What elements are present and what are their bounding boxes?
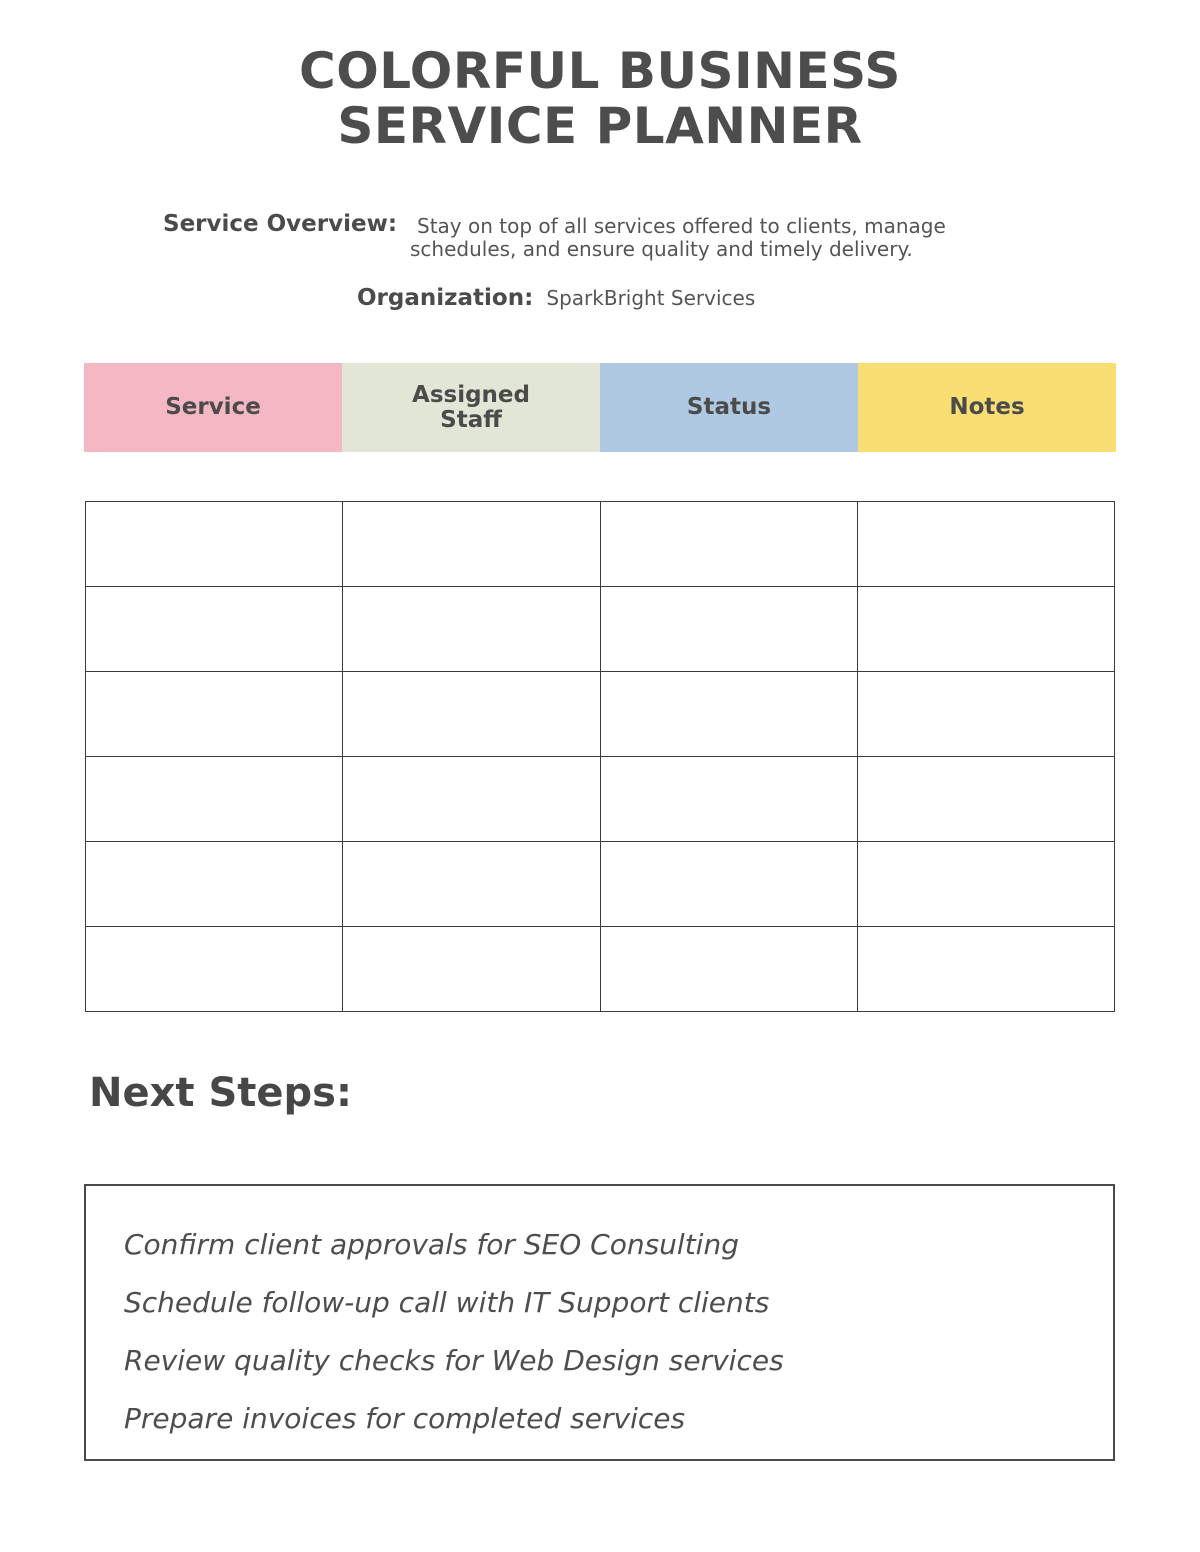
organization xyxy=(357,285,755,311)
table-cell[interactable] xyxy=(343,927,600,1012)
organization-label: Organization: xyxy=(357,285,534,311)
table-cell[interactable] xyxy=(857,842,1114,927)
header-assigned-staff-line-1: Assigned xyxy=(412,381,530,408)
title-line-2: SERVICE PLANNER xyxy=(337,97,863,155)
header-status-label: Status xyxy=(686,394,772,420)
header-notes-label: Notes xyxy=(949,394,1025,420)
table-cell[interactable] xyxy=(343,502,600,587)
table-cell[interactable] xyxy=(600,927,857,1012)
header-notes xyxy=(858,363,1116,452)
header-assigned-staff xyxy=(342,363,600,452)
table-cell[interactable] xyxy=(857,757,1114,842)
table-row xyxy=(86,927,1115,1012)
list-item: Confirm client approvals for SEO Consulting xyxy=(124,1228,739,1261)
page-title xyxy=(0,44,1200,154)
service-overview-text: Stay on top of all services offered to clients, manage schedules, and ensure quality and timely delivery. xyxy=(410,214,946,261)
list-item: Review quality checks for Web Design services xyxy=(124,1344,784,1377)
table-header-row xyxy=(84,363,1116,452)
next-steps-list xyxy=(124,1216,784,1448)
next-steps-title: Next Steps: xyxy=(89,1070,352,1116)
table-row xyxy=(86,842,1115,927)
table-cell[interactable] xyxy=(600,672,857,757)
table-cell[interactable] xyxy=(343,672,600,757)
table-cell[interactable] xyxy=(600,502,857,587)
table-cell[interactable] xyxy=(857,502,1114,587)
table-cell[interactable] xyxy=(857,927,1114,1012)
header-status xyxy=(600,363,858,452)
title-line-1: COLORFUL BUSINESS xyxy=(299,42,901,100)
table-cell[interactable] xyxy=(857,587,1114,672)
table-cell[interactable] xyxy=(600,842,857,927)
table-cell[interactable] xyxy=(343,757,600,842)
list-item: Prepare invoices for completed services xyxy=(124,1402,686,1435)
table-row xyxy=(86,757,1115,842)
header-service xyxy=(84,363,342,452)
table-cell[interactable] xyxy=(86,927,343,1012)
next-steps-box xyxy=(84,1184,1115,1461)
service-table xyxy=(85,501,1115,1012)
table-cell[interactable] xyxy=(86,587,343,672)
table-cell[interactable] xyxy=(600,757,857,842)
table-cell[interactable] xyxy=(857,672,1114,757)
table-cell[interactable] xyxy=(600,587,857,672)
table-cell[interactable] xyxy=(86,672,343,757)
table-row xyxy=(86,672,1115,757)
table-row xyxy=(86,502,1115,587)
table-cell[interactable] xyxy=(86,502,343,587)
list-item: Schedule follow-up call with IT Support clients xyxy=(124,1286,770,1319)
service-overview-label: Service Overview: xyxy=(163,211,398,237)
table-cell[interactable] xyxy=(86,757,343,842)
organization-value: SparkBright Services xyxy=(546,286,756,310)
table-cell[interactable] xyxy=(343,842,600,927)
table-cell[interactable] xyxy=(343,587,600,672)
table-row xyxy=(86,587,1115,672)
table-cell[interactable] xyxy=(86,842,343,927)
header-service-label: Service xyxy=(165,394,261,420)
header-assigned-staff-line-2: Staff xyxy=(440,406,502,433)
